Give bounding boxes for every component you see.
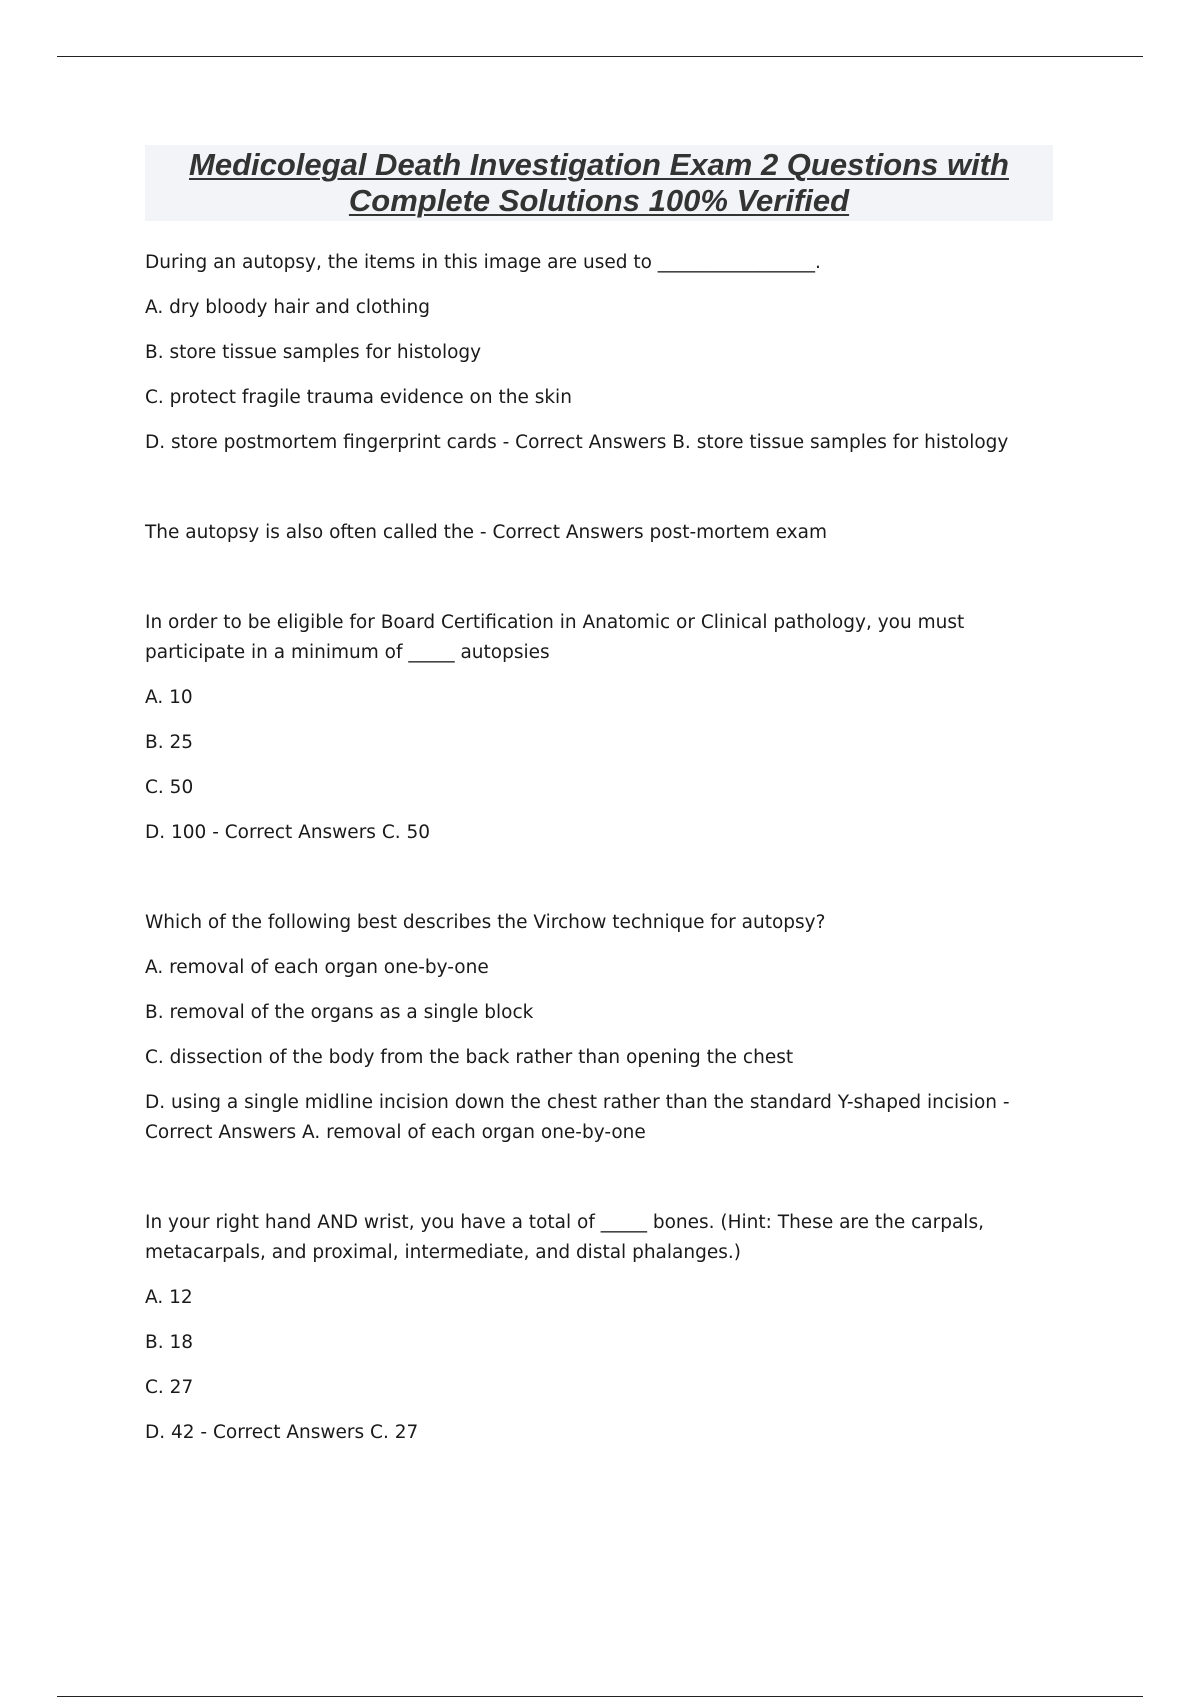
answer-option: C. 50 [145, 777, 194, 798]
question-block-4 [145, 908, 1065, 1148]
question-block-2 [145, 518, 1065, 548]
header-rule [57, 56, 1143, 57]
question-text: Which of the following best describes the Virchow technique for autopsy? [145, 912, 826, 933]
answer-option: A. dry bloody hair and clothing [145, 297, 430, 318]
answer-option: B. store tissue samples for histology [145, 342, 482, 363]
answer-option: C. dissection of the body from the back rather than opening the chest [145, 1047, 794, 1068]
title-banner [145, 145, 1053, 221]
answer-option: A. 10 [145, 687, 193, 708]
answer-option: A. removal of each organ one-by-one [145, 957, 489, 978]
question-block-5 [145, 1208, 1065, 1448]
question-text: The autopsy is also often called the - Correct Answers post-mortem exam [145, 522, 827, 543]
answer-option: B. removal of the organs as a single block [145, 1002, 534, 1023]
footer-rule [57, 1696, 1143, 1697]
question-text: In order to be eligible for Board Certification in Anatomic or Clinical pathology, you must participate in a minimum of _____ autopsies [145, 612, 965, 663]
answer-option-with-correct-answer: D. 42 - Correct Answers C. 27 [145, 1422, 419, 1443]
answer-option: A. 12 [145, 1287, 193, 1308]
answer-option: B. 18 [145, 1332, 193, 1353]
answer-option-with-correct-answer: D. 100 - Correct Answers C. 50 [145, 822, 431, 843]
answer-option-with-correct-answer: D. store postmortem fingerprint cards - Correct Answers B. store tissue samples for histology [145, 432, 1009, 453]
answer-option: C. protect fragile trauma evidence on the skin [145, 387, 572, 408]
document-body [145, 248, 1065, 1463]
question-block-3 [145, 608, 1065, 848]
document-title: Medicolegal Death Investigation Exam 2 Questions with Complete Solutions 100% Verified [189, 147, 1009, 218]
question-block-1 [145, 248, 1065, 458]
question-text: In your right hand AND wrist, you have a total of _____ bones. (Hint: These are the carpals, metacarpals, and proximal, intermediate, and distal phalanges.) [145, 1212, 984, 1263]
question-text: During an autopsy, the items in this image are used to _________________. [145, 252, 821, 273]
answer-option: B. 25 [145, 732, 193, 753]
answer-option: C. 27 [145, 1377, 194, 1398]
answer-option-with-correct-answer: D. using a single midline incision down the chest rather than the standard Y-shaped incision - Correct Answers A. removal of each organ one-by-one [145, 1092, 1010, 1143]
